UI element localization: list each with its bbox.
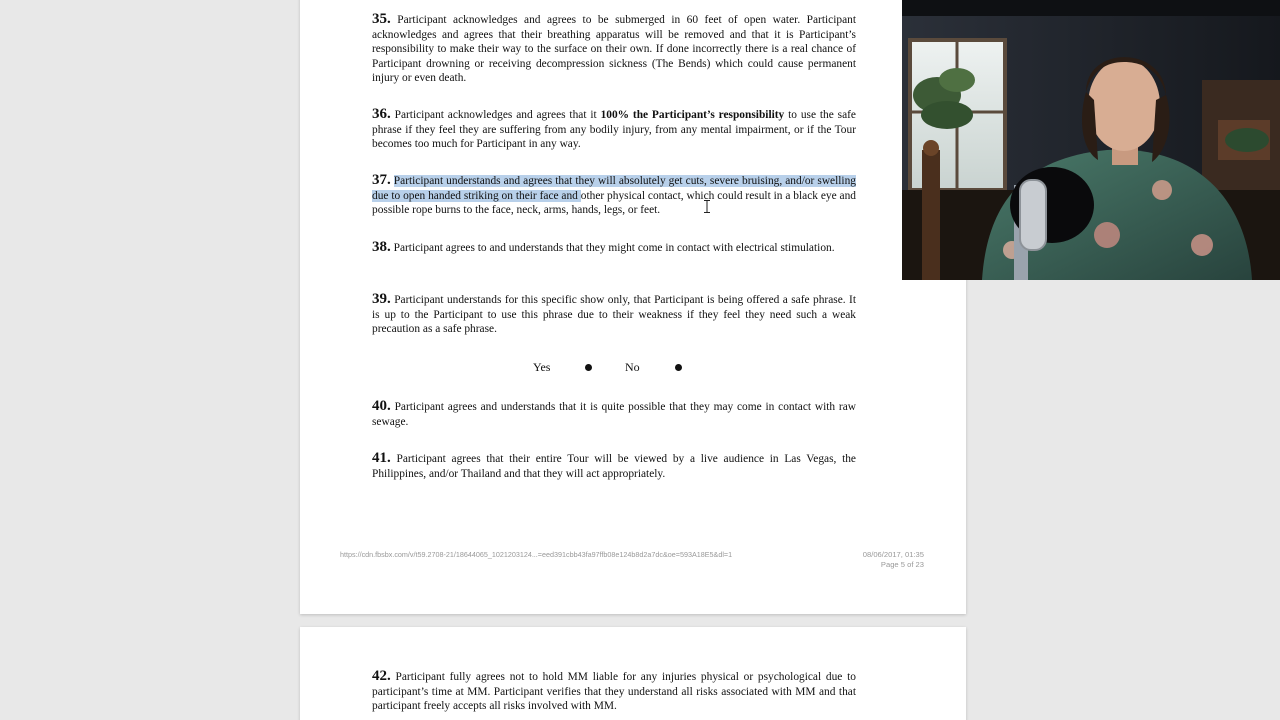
clause-text: Participant agrees that their entire Tour will be viewed by a live audience in Las Vegas, the Philippines, and/or Thailand and that they will act appropriately. [372,453,856,480]
no-label: No [625,360,640,374]
footer-page-number: Page 5 of 23 [880,559,924,569]
clause-text: Participant acknowledges and agrees that it [394,109,601,121]
document-page [300,0,966,614]
clause-39: 39. Participant understands for this specific show only, that Participant is being offered a safe phrase. It is up to the Participant to use this phrase due to their weakness if they feel they need such a weak precaution as a safe phrase. [372,291,856,336]
footer-meta [863,550,924,569]
clause-text: to use the safe phrase if they feel they are suffering from any bodily injury, from any mental impairment, or if the Tour becomes too much for Participant in any way. [372,109,856,151]
clause-text: Participant fully agrees not to hold MM liable for any injuries physical or psychological due to participant’s time at MM. Participant verifies that they understand all risks associated with MM and that participant freely accepts all risks involved with MM. [372,671,856,713]
clause-text: Participant understands for this specific show only, that Participant is being offered a safe phrase. It is up to the Participant to use this phrase due to their weakness if they feel they need such a weak precaution as a safe phrase. [372,294,856,336]
clause-bold-text: 100% the Participant’s responsibility [600,109,785,121]
clause-text: other physical contact, which could result in a black eye and possible rope burns to the face, neck, arms, hands, legs, or feet. [372,189,856,217]
footer-date: 08/06/2017, 01:35 [862,550,924,559]
clause-36: 36. Participant acknowledges and agrees that it 100% the Participant’s responsibility to use the safe phrase if they feel they are suffering from any bodily injury, from any mental impairment, or if the Tour becomes too much for Participant in any way. [372,106,856,151]
clause-37: 37. Participant understands and agrees that they will absolutely get cuts, severe bruising, and/or swelling due to open handed striking on their face and other physical contact, which could result in a black eye and possible rope burns to the face, neck, arms, hands, legs, or feet. [372,172,856,217]
clause-text: Participant acknowledges and agrees to be submerged in 60 feet of open water. Participant acknowledges and agrees that their breathing apparatus will be removed and that it is Participant’s responsibility to make their way to the surface on their own. If done incorrectly there is a real chance of Participant drowning or receiving decompression sickness (The Bends) which could cause permanent injury or even death. [372,14,856,85]
clause-text: Participant agrees and understands that it is quite possible that they may come in contact with raw sewage. [372,401,856,428]
clause-38: 38. Participant agrees to and understands that they might come in contact with electrical stimulation. [372,239,835,255]
text-cursor-icon [703,200,711,213]
clause-text: Participant agrees to and understands that they might come in contact with electrical stimulation. [393,242,835,254]
footer-url: https://cdn.fbsbx.com/v/t59.2708-21/18644065_1021203124...=eed391cbb43fa97ffb08e124b8d2a7dc&oe=593A18E5&dl=1 [340,550,733,559]
clause-41: 41. Participant agrees that their entire Tour will be viewed by a live audience in Las Vegas, the Philippines, and/or Thailand and that they will act appropriately. [372,450,856,480]
yes-bullet-icon[interactable] [585,364,592,371]
selected-text-highlight[interactable]: Participant understands and agrees that they will absolutely get cuts, severe bruising, and/or swelling due to open handed striking on their face and [372,175,856,202]
clause-40: 40. Participant agrees and understands that it is quite possible that they may come in contact with raw sewage. [372,398,856,428]
no-bullet-icon[interactable] [675,364,682,371]
clause-42: 42. Participant fully agrees not to hold MM liable for any injuries physical or psychological due to participant’s time at MM. Participant verifies that they understand all risks associated with MM and that participant freely accepts all risks involved with MM. [372,668,856,713]
document-page-next [300,627,966,720]
webcam-overlay [902,0,1280,280]
yes-label: Yes [533,360,551,374]
webcam-video-frame [902,0,1280,280]
clause-35: 35. Participant acknowledges and agrees to be submerged in 60 feet of open water. Participant acknowledges and agrees that their breathing apparatus will be removed and that it is Participant’s responsibility to make their way to the surface on their own. If done incorrectly there is a real chance of Participant drowning or receiving decompression sickness (The Bends) which could cause permanent injury or even death. [372,11,856,85]
